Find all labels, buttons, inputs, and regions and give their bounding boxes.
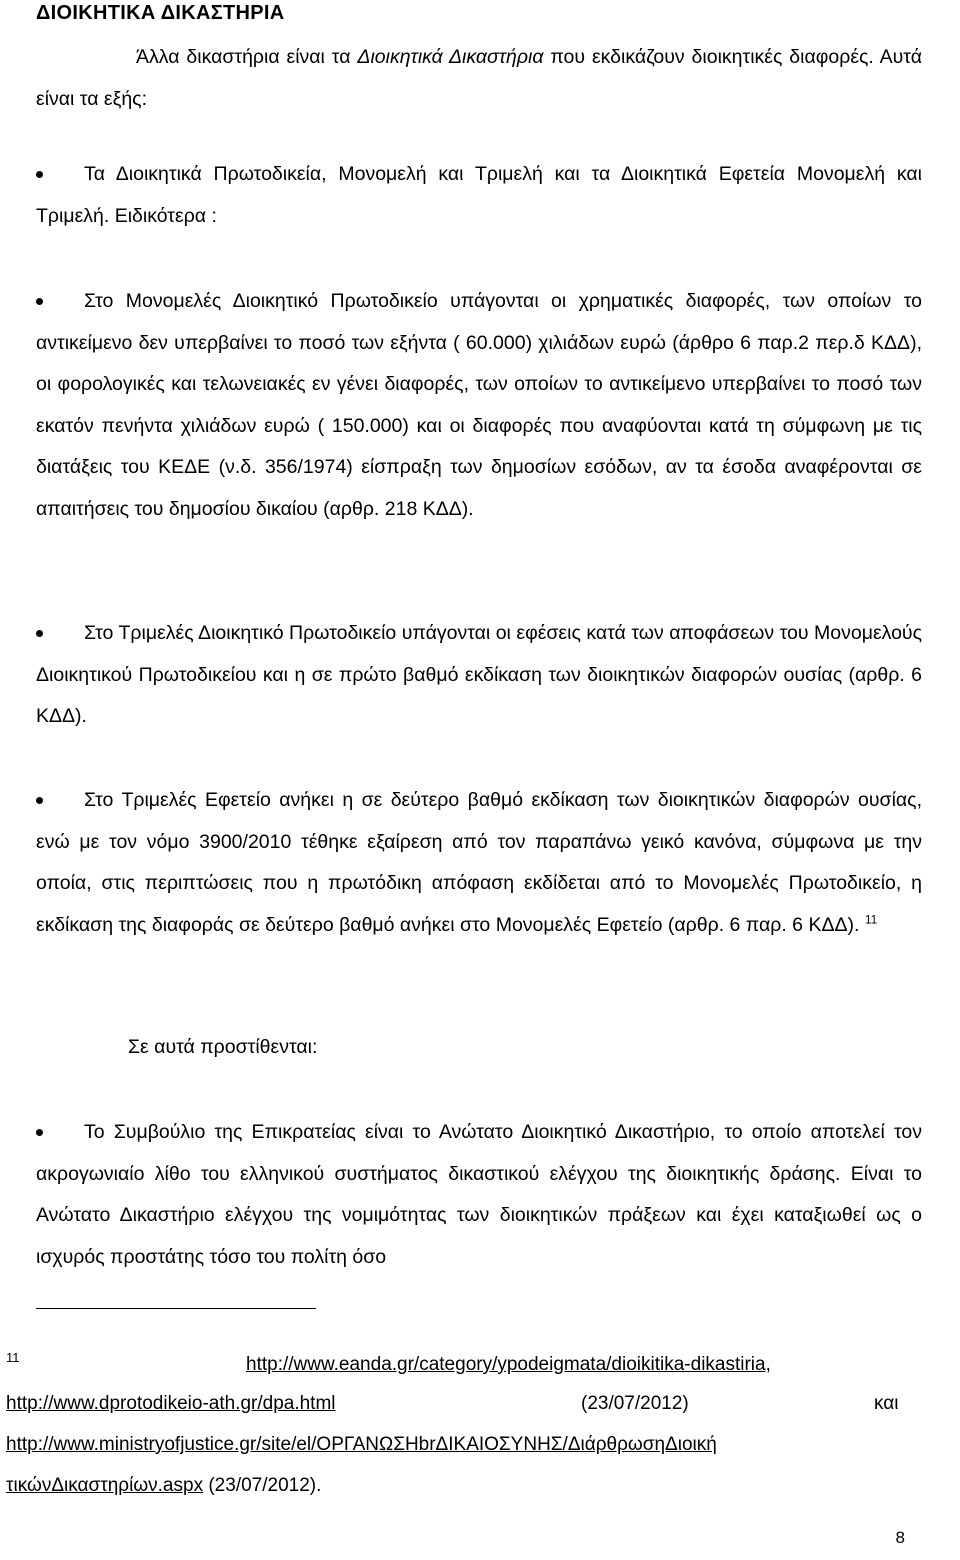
footnote-line-3 [6, 1430, 717, 1460]
list-item-council-of-state [36, 1112, 922, 1278]
footnote-number: 11 [6, 1350, 20, 1365]
list-item-courts [36, 154, 922, 237]
added-courts-label: Σε αυτά προστίθενται: [128, 1036, 318, 1058]
footnote-date: (23/07/2012). [208, 1475, 322, 1496]
intro-emphasis: Διοικητικά Δικαστήρια [357, 46, 544, 68]
footnote-link-ministryofjustice-cont[interactable]: τικώνΔικαστηρίων.aspx [6, 1475, 204, 1496]
intro-text: Άλλα δικαστήρια είναι τα [136, 46, 358, 68]
list-item-text: Τα Διοικητικά Πρωτοδικεία, Μονομελή και Τριμελή και τα Διοικητικά Εφετεία Μονομελή και Τριμελή. Ειδικότερα : [36, 163, 922, 227]
footnote-separator [36, 1308, 316, 1309]
footnote-link-eanda[interactable]: http://www.eanda.gr/category/ypodeigmata/dioikitika-dikastiria [246, 1354, 766, 1375]
bullet-icon [36, 797, 43, 804]
footnote-date: (23/07/2012) [581, 1393, 689, 1414]
bullet-icon [36, 1129, 43, 1136]
footnote-link-ministryofjustice[interactable]: http://www.ministryofjustice.gr/site/el/ΟΡΓΑΝΩΣΗbrΔΙΚΑΙΟΣΥΝΗΣ/ΔιάρθρωσηΔιοική [6, 1434, 717, 1455]
list-item-single-member-court [36, 281, 922, 530]
bullet-icon [36, 298, 43, 305]
list-item-appeals-court [36, 780, 922, 946]
bullet-icon [36, 171, 43, 178]
list-item-text: Στο Τριμελές Διοικητικό Πρωτοδικείο υπάγονται οι εφέσεις κατά των αποφάσεων του Μονομελούς Διοικητικού Πρωτοδικείου και η σε πρώτο βαθμό εκδίκαση των διοικητικών διαφορών ουσίας (αρθρ. 6 ΚΔΔ). [36, 622, 922, 727]
footnote-link-dprotodikeio[interactable]: http://www.dprotodikeio-ath.gr/dpa.html [6, 1393, 336, 1414]
footnote-line-1 [246, 1350, 771, 1380]
footnote-line-2 [6, 1389, 946, 1419]
list-item-text: Στο Μονομελές Διοικητικό Πρωτοδικείο υπάγονται οι χρηματικές διαφορές, των οποίων το αντικείμενο δεν υπερβαίνει το ποσό των εξήντα ( 60.000) χιλιάδων ευρώ (άρθρο 6 παρ.2 περ.δ ΚΔΔ), οι φορολογικές και τελωνειακές εν γένει διαφορές, των οποίων το αντικείμενο υπερβαίνει το ποσό των εκατόν πενήντα χιλιάδων ευρώ ( 150.000) και οι διαφορές που αναφύονται κατά τη σύμφωνη με τις διατάξεις του ΚΕΔΕ (ν.δ. 356/1974) είσπραξη των δημοσίων εσόδων, αν τα έσοδα αναφέρονται σε απαιτήσεις του δημοσίου δικαίου (αρθρ. 218 ΚΔΔ). [36, 290, 922, 520]
bullet-icon [36, 630, 43, 637]
section-heading: ΔΙΟΙΚΗΤΙΚΑ ΔΙΚΑΣΤΗΡΙΑ [36, 2, 285, 24]
intro-text-end: που εκδικάζουν διοικητικές διαφορές. Αυτά είναι τα εξής: [36, 46, 923, 110]
list-item-three-member-court [36, 613, 922, 738]
footnote-line-4 [6, 1471, 321, 1501]
list-item-text: Το Συμβούλιο της Επικρατείας είναι το Ανώτατο Διοικητικό Δικαστήριο, το οποίο αποτελεί τον ακρογωνιαίο λίθο του ελληνικού συστήματος δικαστικού ελέγχου της διοικητικής δράσης. Είναι το Ανώτατο Δικαστήριο ελέγχου της νομιμότητας των διοικητικών πράξεων και έχει καταξιωθεί ως ο ισχυρός προστάτης τόσο του πολίτη όσο [36, 1121, 922, 1268]
intro-paragraph [36, 37, 922, 120]
footnote-conjunction: και [874, 1393, 899, 1414]
footnote-reference[interactable]: 11 [864, 912, 878, 926]
footnote-separator-comma: , [765, 1354, 771, 1375]
list-item-text: Στο Τριμελές Εφετείο ανήκει η σε δεύτερο βαθμό εκδίκαση των διοικητικών διαφορών ουσίας, ενώ με τον νόμο 3900/2010 τέθηκε εξαίρεση από τον παραπάνω γεικό κανόνα, σύμφωνα με την οποία, στις περιπτώσεις που η πρωτόδικη απόφαση εκδίδεται από το Μονομελές Πρωτοδικείο, η εκδίκαση της διαφοράς σε δεύτερο βαθμό ανήκει στο Μονομελές Εφετείο (αρθρ. 6 παρ. 6 ΚΔΔ). [36, 789, 922, 936]
page-number: 8 [895, 1528, 905, 1547]
